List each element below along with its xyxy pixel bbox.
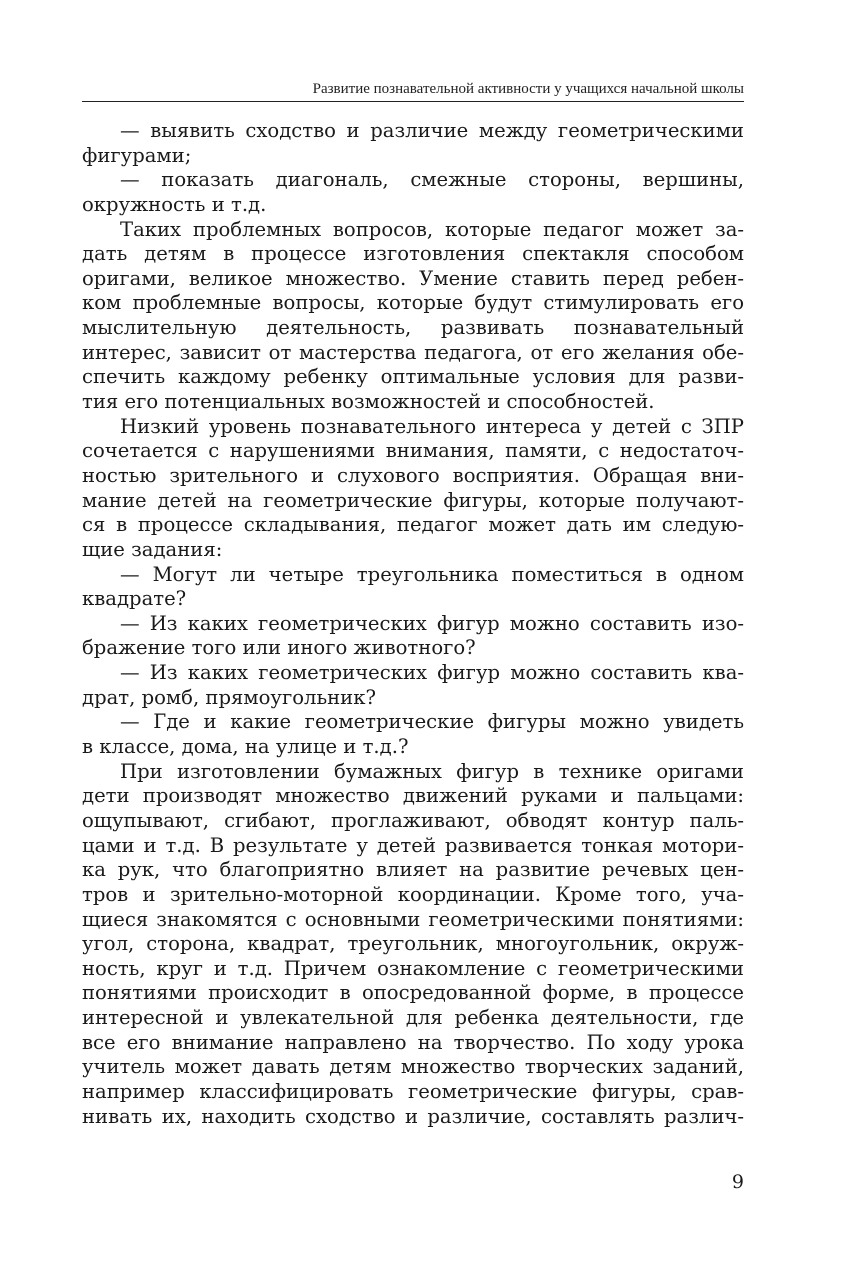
header-rule bbox=[82, 101, 744, 102]
text-line: ность, круг и т.д. Причем ознакомление с геометрическими bbox=[82, 956, 744, 980]
text-line: нивать их, находить сходство и различие, составлять различ- bbox=[82, 1104, 744, 1128]
text-line: ком проблемные вопросы, которые будут стимулировать его bbox=[82, 291, 744, 315]
text-line: сочетается с нарушениями внимания, памяти, с недостаточ- bbox=[82, 439, 744, 463]
text-line: — выявить сходство и различие между геометрическими bbox=[120, 119, 744, 142]
text-line: угол, сторона, квадрат, треугольник, многоугольник, окруж- bbox=[82, 932, 744, 956]
text-line: бражение того или иного животного? bbox=[82, 636, 476, 660]
text-line: мание детей на геометрические фигуры, которые получают- bbox=[82, 488, 744, 512]
text-line: Таких проблемных вопросов, которые педагог может за- bbox=[120, 217, 744, 241]
text-line: ностью зрительного и слухового восприятия. Обращая вни- bbox=[82, 463, 744, 487]
text-line: щиеся знакомятся с основными геометрическими понятиями: bbox=[82, 907, 744, 931]
text-line: дать детям в процессе изготовления спектакля способом bbox=[82, 242, 744, 266]
text-line: — Из каких геометрических фигур можно составить изо- bbox=[120, 611, 744, 635]
text-line: ощупывают, сгибают, проглаживают, обводят контур паль- bbox=[82, 808, 744, 832]
text-line: спечить каждому ребенку оптимальные условия для разви- bbox=[82, 365, 744, 389]
text-line: дети производят множество движений руками и пальцами: bbox=[82, 784, 744, 808]
text-line: тров и зрительно-моторной координации. Кроме того, уча- bbox=[82, 882, 744, 906]
text-line: ка рук, что благоприятно влияет на развитие речевых цен- bbox=[82, 858, 744, 882]
text-line: щие задания: bbox=[82, 537, 223, 561]
text-line: интересной и увлекательной для ребенка деятельности, где bbox=[82, 1006, 744, 1030]
text-line: — показать диагональ, смежные стороны, вершины, bbox=[120, 168, 744, 192]
text-line: в классе, дома, на улице и т.д.? bbox=[82, 735, 409, 759]
text-line: ся в процессе складывания, педагог может дать им следую- bbox=[82, 513, 744, 537]
text-line: оригами, великое множество. Умение ставить перед ребен- bbox=[82, 266, 744, 290]
text-line: все его внимание направлено на творчество. По ходу урока bbox=[82, 1030, 744, 1054]
text-line: понятиями происходит в опосредованной форме, в процессе bbox=[82, 981, 744, 1005]
text-line: тия его потенциальных возможностей и способностей. bbox=[82, 390, 655, 414]
text-line: При изготовлении бумажных фигур в технике оригами bbox=[120, 759, 744, 783]
text-line: окружность и т.д. bbox=[82, 192, 267, 216]
running-header: Развитие познавательной активности у учащихся начальной школы bbox=[312, 81, 744, 97]
text-line: цами и т.д. В результате у детей развивается тонкая мотори- bbox=[82, 833, 744, 857]
text-line: драт, ромб, прямоугольник? bbox=[82, 685, 376, 709]
text-line: интерес, зависит от мастерства педагога, от его желания обе- bbox=[82, 340, 744, 364]
text-line: учитель может давать детям множество творческих заданий, bbox=[82, 1055, 744, 1079]
text-line: Низкий уровень познавательного интереса у детей с ЗПР bbox=[120, 414, 744, 438]
text-line: фигурами; bbox=[82, 143, 192, 167]
page-number: 9 bbox=[731, 1171, 744, 1193]
text-line: — Из каких геометрических фигур можно составить ква- bbox=[120, 661, 744, 685]
text-line: квадрате? bbox=[82, 587, 187, 611]
text-line: — Где и какие геометрические фигуры можно увидеть bbox=[120, 710, 744, 734]
text-line: например классифицировать геометрические фигуры, срав- bbox=[82, 1079, 744, 1103]
text-line: — Могут ли четыре треугольника поместиться в одном bbox=[120, 562, 744, 586]
body-text bbox=[82, 119, 744, 1129]
text-line: мыслительную деятельность, развивать познавательный bbox=[82, 316, 744, 340]
